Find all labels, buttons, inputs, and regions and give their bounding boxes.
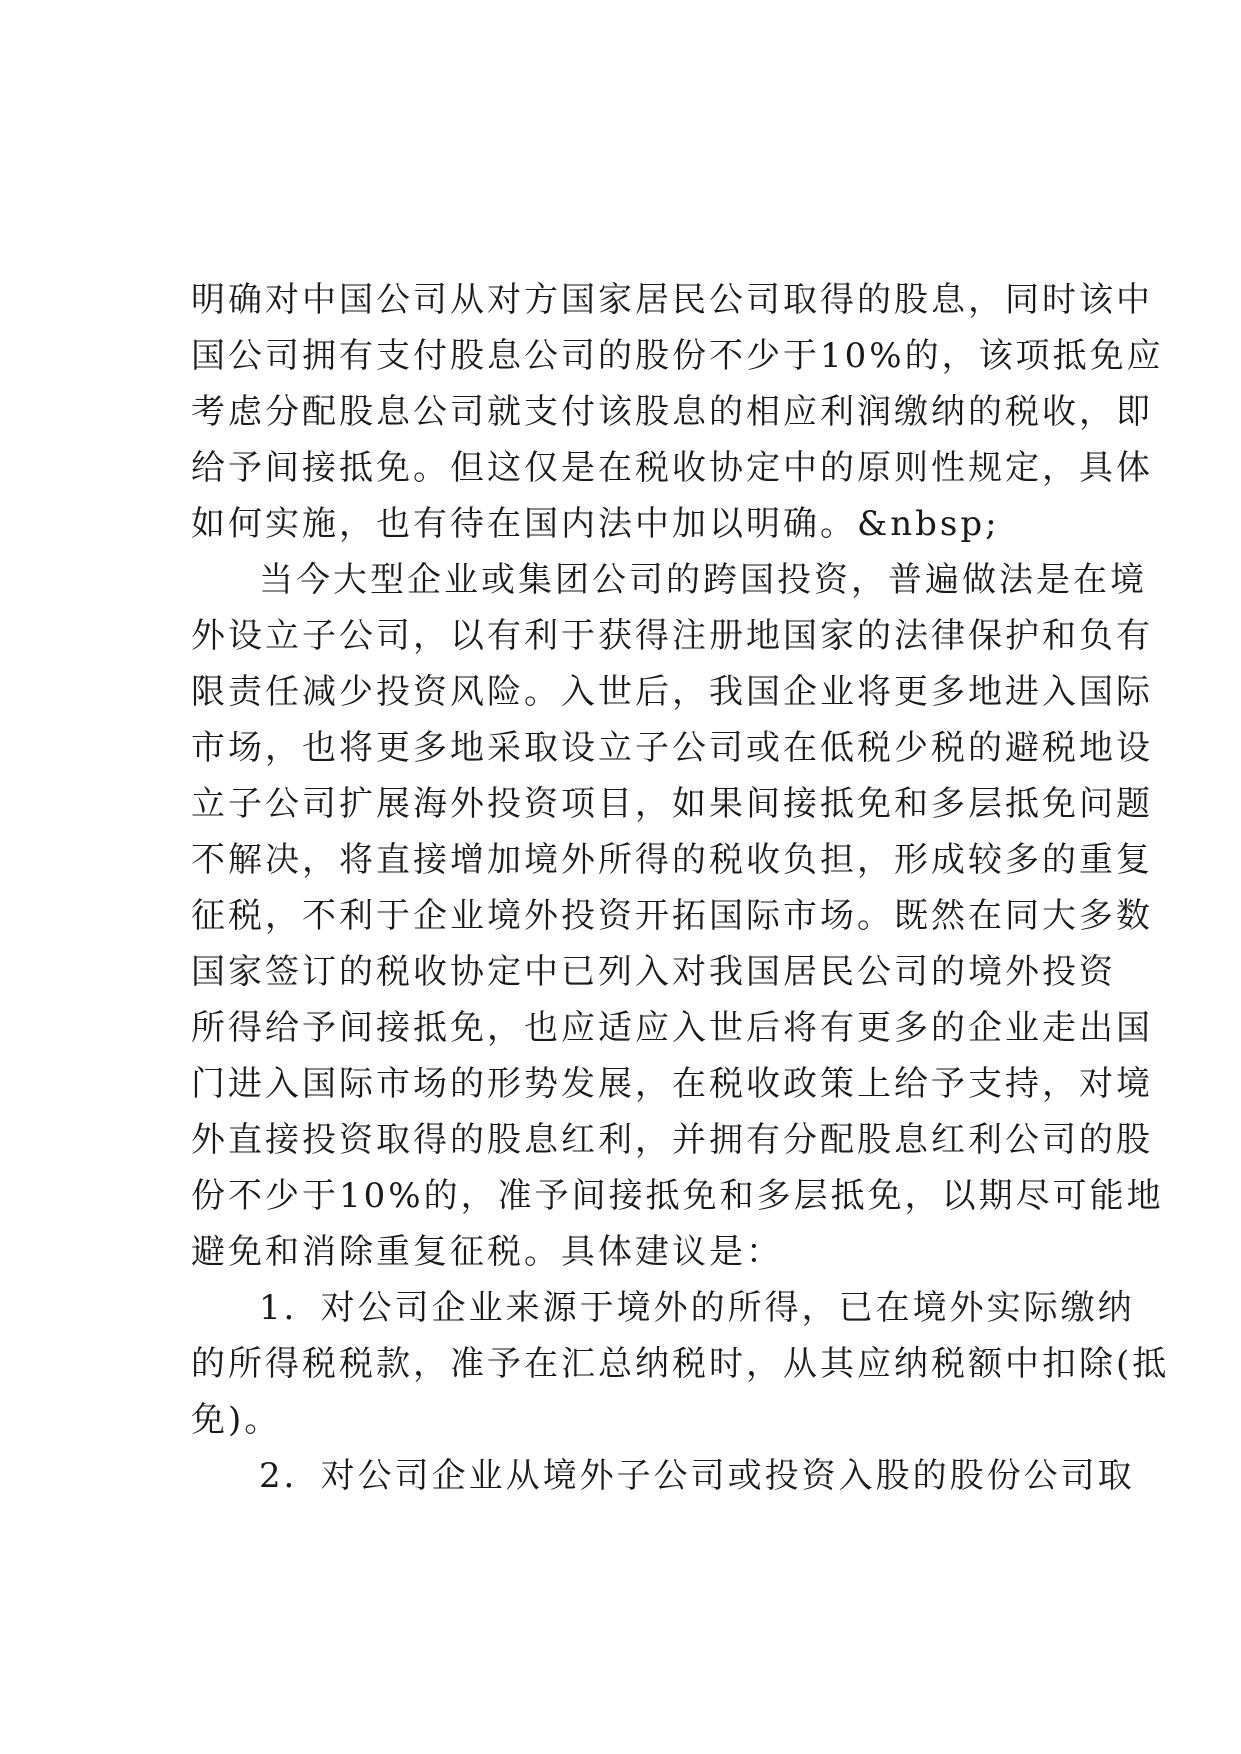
text-line: 外设立子公司，以有利于获得注册地国家的法律保护和负有 [191,616,1153,656]
text-line: 国家签订的税收协定中已列入对我国居民公司的境外投资 [191,952,1116,992]
text-line: 考虑分配股息公司就支付该股息的相应利润缴纳的税收，即 [191,392,1153,432]
list-item-2-line: 2．对公司企业从境外子公司或投资入股的股份公司取 [259,1456,1135,1496]
document-body [191,272,1170,1504]
text-line: 立子公司扩展海外投资项目，如果间接抵免和多层抵免问题 [191,784,1153,824]
text-line: 门进入国际市场的形势发展，在税收政策上给予支持，对境 [191,1064,1153,1104]
text-line: 不解决，将直接增加境外所得的税收负担，形成较多的重复 [191,840,1153,880]
text-line: 限责任减少投资风险。入世后，我国企业将更多地进入国际 [191,672,1153,712]
paragraph-start-line: 当今大型企业或集团公司的跨国投资，普遍做法是在境 [259,560,1147,600]
text-line: 市场，也将更多地采取设立子公司或在低税少税的避税地设 [191,728,1153,768]
text-line: 所得给予间接抵免，也应适应入世后将有更多的企业走出国 [191,1008,1153,1048]
text-line: 份不少于10%的，准予间接抵免和多层抵免，以期尽可能地 [191,1176,1164,1216]
text-line: 国公司拥有支付股息公司的股份不少于10%的，该项抵免应 [191,336,1164,376]
text-line: 征税，不利于企业境外投资开拓国际市场。既然在同大多数 [191,896,1153,936]
list-item-1-line: 1．对公司企业来源于境外的所得，已在境外实际缴纳 [259,1288,1135,1328]
text-line: 给予间接抵免。但这仅是在税收协定中的原则性规定，具体 [191,448,1153,488]
text-line: 免)。 [191,1400,282,1440]
text-line: 如何实施，也有待在国内法中加以明确。&nbsp; [191,504,1000,544]
text-line: 的所得税税款，准予在汇总纳税时，从其应纳税额中扣除(抵 [191,1344,1170,1384]
text-line: 避免和消除重复征税。具体建议是： [191,1232,783,1272]
text-line: 明确对中国公司从对方国家居民公司取得的股息，同时该中 [191,280,1153,320]
text-line: 外直接投资取得的股息红利，并拥有分配股息红利公司的股 [191,1120,1153,1160]
